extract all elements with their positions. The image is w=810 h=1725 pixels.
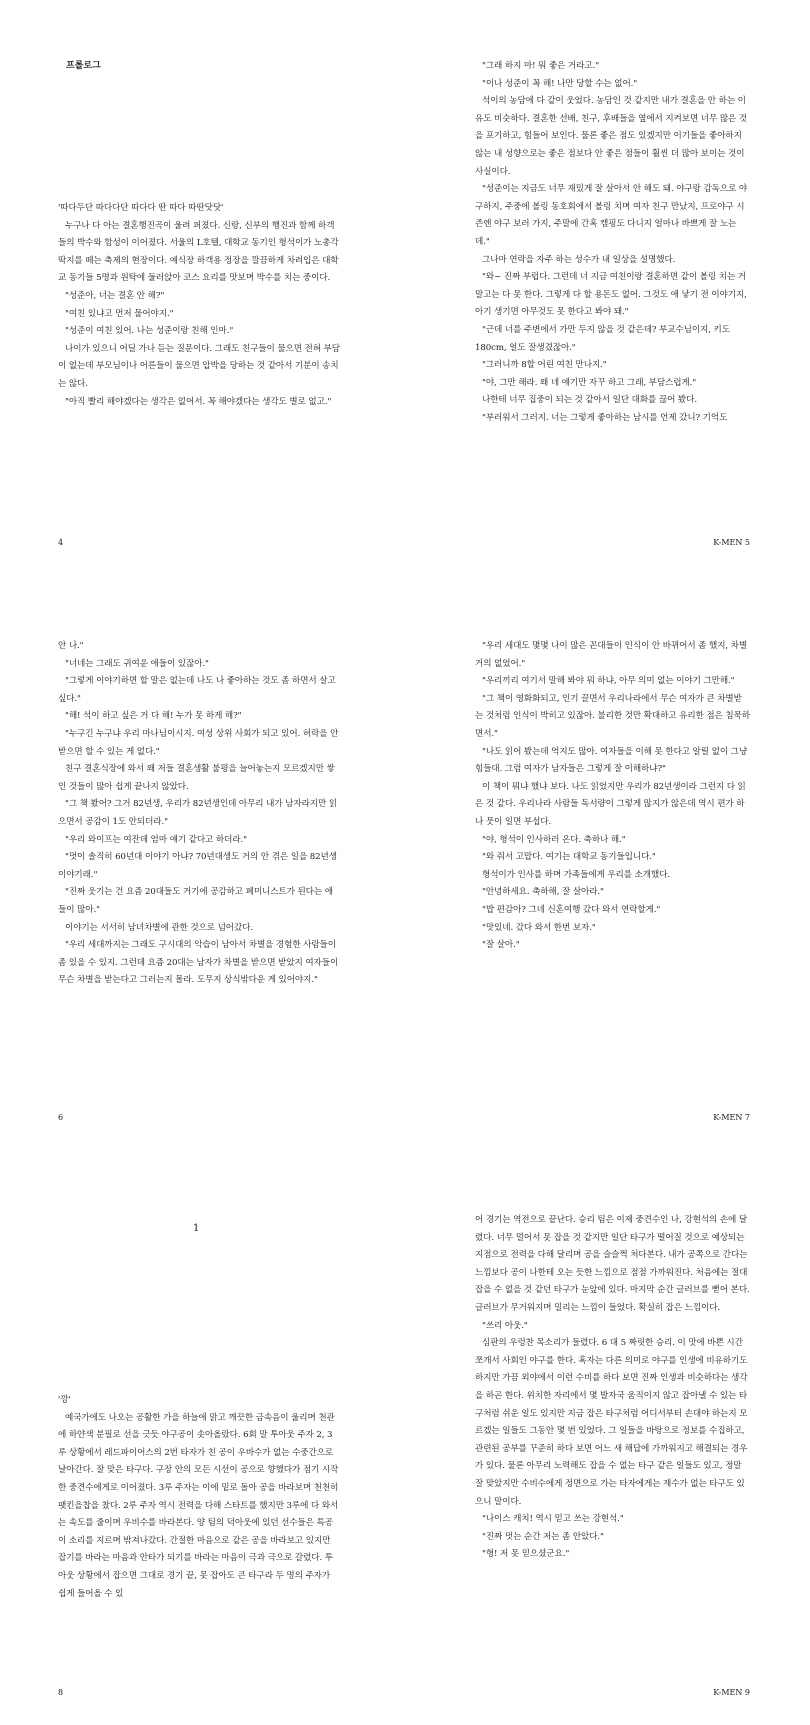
paragraph: 안 나."	[58, 641, 84, 651]
paragraph: "이나 성준이 꼭 해! 나만 당할 수는 없어."	[482, 78, 638, 89]
paragraph: "와~ 진짜 부럽다. 그런데 너 지금 여친이랑 결혼하면 같이 볼링 치는 거 말고는 다 못 한다. 그렇게 다 할 용돈도 없어. 그것도 애 낳기 전 이야기지, 아기 생기면 아무것도 못 한다고 봐야 돼."	[475, 272, 747, 318]
page-number: K-MEN 5	[713, 538, 750, 547]
paragraph: "나도 읽어 봤는데 억지도 많아. 여자들을 이해 못 한다고 알릴 없이 그냥 힘들대. 그럼 여자가 남자들은 그렇게 잘 이해하냐?"	[475, 746, 748, 775]
page-number: 4	[58, 538, 64, 547]
paragraph: "성준이 여친 있어. 나는 성준이랑 친해 인마."	[65, 326, 234, 337]
paragraph: "그 책 봤어? 그거 82년생, 우리가 82년생인데 아무리 내가 남자라지만 읽으면서 공감이 1도 안되더라."	[58, 799, 338, 827]
page-number: 8	[58, 1688, 64, 1697]
spread-1	[0, 0, 810, 575]
paragraph: "근데 너를 주변에서 가만 두지 않을 것 같은데? 부교수님이지, 키도 180cm, 얼도 잘생겼잖아."	[475, 324, 730, 353]
paragraph: "그 책이 영화화되고, 인기 끌면서 우리나라에서 무슨 여자가 큰 차별받는 것처럼 인식이 박히고 있잖아. 불리한 것만 확대하고 유리한 점은 침묵하면서."	[475, 693, 750, 739]
paragraph: "여친 있냐고 먼저 물어야지."	[65, 308, 174, 319]
paragraph: 나이가 있으니 어딜 가나 듣는 질문이다. 그래도 친구들이 물으면 전혀 부담이 없는데 부모님이나 어른들이 물으면 압박을 당하는 것 같아서 기분이 송치는 않다.	[58, 343, 340, 389]
paragraph: '깡'	[58, 1395, 71, 1405]
paragraph: 친구 결혼식장에 와서 왜 저들 결혼생활 불평을 늘어놓는지 모르겠지만 쌓인 것들이 많아 쉽게 끝나지 않았다.	[58, 764, 335, 792]
paragraph: "우리 와이프는 여잔데 엄마 얘기 같다고 하더라."	[65, 834, 247, 845]
page-4	[0, 0, 405, 575]
spread-2	[0, 575, 810, 1150]
paragraph: 이 책이 뭐냐 했냐 보다. 나도 읽었지만 우리가 82년생이라 그런지 다 읽은 것 같다. 우리나라 사람들 독서량이 그렇게 많지가 않은데 역시 편가 하나 뭇이 일면 부섭다.	[475, 781, 746, 827]
paragraph: "누구긴 누구냐 우리 마나님이시지. 여성 상위 사회가 되고 있어. 허락을 안 받으면 할 수 있는 게 없다."	[58, 728, 339, 757]
paragraph: "와 줘서 고맙다. 여기는 대학교 동기들입니다."	[482, 852, 656, 863]
page-5	[405, 0, 810, 575]
page-8	[0, 1150, 405, 1725]
page-number: K-MEN 7	[713, 1113, 750, 1122]
paragraph: "성준이는 지금도 너무 재밌게 잘 살아서 안 해도 돼. 야구랑 감독으로 야구하지, 주중에 볼링 동호회에서 볼링 치며 여자 친구 만났지, 프로야구 시즌엔 야구 보러 가지, 주말에 간혹 캠핑도 다니지 얼마나 바쁘게 잘 노는데."	[475, 184, 748, 247]
paragraph: 이야기는 서서히 남녀차별에 관한 것으로 넘어갔다.	[65, 922, 254, 933]
paragraph: "야, 그만 해라. 왜 네 얘기만 자꾸 하고 그래, 부담스럽게."	[482, 377, 697, 388]
paragraph: "우리 세대까지는 그래도 구시대의 악습이 남아서 차별을 경험한 사람들이 좀 있을 수 있지. 그런데 요즘 20대는 남자가 차별을 받으면 받았지 여자들이 무슨 차별을 받는다고 그러는지 몰라. 도무지 상식밖다운 게 있어야지."	[58, 940, 339, 986]
paragraph: 그나마 연락을 자주 하는 성수가 내 일상을 설명했다.	[482, 254, 676, 265]
paragraph: "우리끼리 여기서 말해 봐야 뭐 하냐, 아무 의미 없는 이야기 그만해."	[482, 676, 735, 687]
paragraph: 나한테 너무 집중이 되는 것 같아서 일단 대화를 끊어 봤다.	[482, 395, 697, 406]
page-number: K-MEN 9	[713, 1688, 750, 1697]
paragraph: "아직 빨리 해야겠다는 생각은 없어서. 꼭 해야겠다는 생각도 별로 없고."	[65, 396, 332, 407]
paragraph: "그래 하지 마! 뭐 좋은 거라고."	[482, 61, 600, 71]
paragraph: "밥 편감아? 그네 신혼여행 갔다 와서 연락할게."	[482, 904, 661, 915]
paragraph: 누구나 다 아는 결혼행진곡이 울려 퍼졌다. 신랑, 신부의 행진과 함께 하객들의 박수와 함성이 이어졌다. 서울의 L호텔, 대학교 동기인 형석이가 노총각 딱지를 떼는 축제의 현장이다. 예식장 하객용 정장을 깔끔하게 차려입은 대학교 동기들 5명과 원탁에 둘러앉아 코스 요리를 맛보며 박수를 치는 중이다.	[58, 220, 339, 284]
paragraph: "진짜 웃기는 건 요즘 20대들도 거기에 공감하고 페미니스트가 된다는 애들이 많아."	[58, 887, 333, 915]
page-5-body	[475, 58, 750, 427]
paragraph: 형석이가 인사를 하며 가족들에게 우리를 소개했다.	[482, 869, 671, 880]
paragraph: "맛있네. 갔다 와서 한번 보자."	[482, 922, 596, 933]
paragraph: "진짜 멋는 순간 저는 좀 안았다."	[482, 1531, 604, 1542]
paragraph: "멋이 솔직히 60년대 이야기 아냐? 70년대생도 거의 안 겪은 일을 82년생 이야기래."	[58, 852, 337, 880]
paragraph: 심판의 우렁찬 목소리가 들렸다. 6 대 5 짜릿한 승리. 이 맛에 바쁜 시간 쪼개서 사회인 야구를 한다. 혹자는 다른 의미로 야구를 인생에 비유하기도 하지만 가끔 외야에서 이런 수비를 하다 보면 진짜 인생과 비슷하다는 생각을 하곤 한다. 위치한 자리에서 몇 발자국 움직이지 않고 잡아낼 수 있는 타구처럼 쉬운 일도 있지만 지금 잡은 타구처럼 어디서부터 손대야 하는지 모르겠는 일들도 그동안 몇 번 있었다. 그 일들을 바탕으로 정보를 수집하고, 관련된 공부를 꾸준히 하다 보면 어느 새 해답에 가까워지고 해결되는 경우가 있다. 물론 아무리 노력해도 잡을 수 없는 타구 같은 일들도 있고, 정말 잘 맞았지만 수비수에게 정면으로 가는 타자에게는 재수가 없는 타구도 있으니 말이다.	[475, 1338, 748, 1507]
page-9	[405, 1150, 810, 1725]
paragraph: 어 경기는 역전으로 끝난다. 승리 팀은 이제 중견수인 나, 강현석의 손에 달렸다. 너무 멀어서 못 잡을 것 같지만 일단 타구가 떨어질 것으로 예상되는 지점으로 전력을 다해 달리며 공을 슬슬쩍 처다본다. 내가 공쪽으로 간다는 느낌보다 공이 나한테 오는 듯한 느낌으로 점점 가까워진다. 처음에는 절대 잡을 수 없을 것 같던 타구가 눈앞에 있다. 마지막 순간 글러브를 뻗어 본다. 글러브가 무거워지며 밀리는 느낌이 들었다. 확실히 잡은 느낌이다.	[475, 1215, 750, 1313]
paragraph: "형! 저 못 믿으셨군요."	[482, 1549, 570, 1560]
paragraph: "잘 살아."	[482, 940, 520, 951]
paragraph: "그렇게 이야기하면 할 말은 없는데 나도 나 좋아하는 것도 좀 하면서 살고 싶다."	[58, 676, 336, 704]
page-7	[405, 575, 810, 1150]
paragraph: 예국가에도 나오는 공활한 가을 하늘에 맑고 깨끗한 금속음이 울리며 천관에 하얀색 분필로 선을 긋듯 야구공이 솟아올랐다. 6회 말 투아웃 주자 2, 3루 상황에서 레드파이어스의 2번 타자가 친 공이 우바수가 없는 수중간으로 날아간다. 잘 맞은 타구다. 구장 안의 모든 시선이 공으로 향했다가 점기 시작한 중견수에게로 이어졌다. 3루 주자는 이에 밑로 돌아 공을 바라보며 천천히 팻킨을찹을 찼다. 2루 주자 역시 전력을 다해 스타트를 했지만 3루에 다 와서는 속도를 줄이며 우비수를 바라본다. 양 팀의 덕아웃에 있던 선수들은 특공이 소리를 지르며 밖져나갔다. 간절한 마음으로 같은 공을 바라보고 있지만 잡기를 바라는 마음과 안타가 되기를 바라는 마음이 극과 극으로 갈렸다. 투아웃 상황에서 잡으면 그대로 경기 끝, 못 잡아도 큰 타구라 두 명의 주자가 쉽게 들어올 수 있	[58, 1412, 339, 1599]
page-8-body	[58, 1392, 340, 1603]
page-number: 6	[58, 1113, 64, 1122]
page-9-body	[475, 1212, 750, 1564]
paragraph: "그러니까 8할 어린 여친 만나지."	[482, 360, 607, 371]
paragraph: 석이의 농담에 다 같이 웃었다. 농담인 것 같지만 내가 결혼을 안 하는 이유도 비슷하다. 결혼한 선배, 친구, 후배들을 옆에서 지켜보면 너무 많은 것을 포기하고, 힘들어 보인다. 물론 좋은 점도 있겠지만 이기들을 좋아하지 않는 내 성향으로는 좋은 점보다 안 좋은 점들이 훨씬 더 많아 보이는 것이 사실이다.	[475, 96, 748, 177]
page-7-body	[475, 638, 750, 955]
paragraph: "부러워서 그러지. 너는 그렇게 좋아하는 남시를 언제 갔니? 기억도	[482, 412, 728, 423]
page-title: 프롤로그	[66, 61, 101, 71]
paragraph: "안녕하세요. 축하해, 잘 살아라."	[482, 887, 604, 898]
paragraph: "쓰리 아웃."	[482, 1320, 528, 1331]
page-4-body	[58, 200, 340, 411]
paragraph: "성준아, 너는 결혼 안 해?"	[65, 290, 165, 301]
paragraph: "우리 세대도 몇몇 나이 많은 꼰대들이 인식이 안 바뀌어서 좀 했지, 차별 거의 없었어."	[475, 641, 748, 669]
paragraph: "나이스 캐치! 역시 믿고 쓰는 강현석."	[482, 1514, 624, 1525]
paragraph: "야, 형석이 인사하러 온다. 축하나 해."	[482, 834, 626, 845]
paragraph: "해! 석이 하고 싶은 거 다 해! 누가 못 하게 해?"	[65, 711, 242, 722]
page-6	[0, 575, 405, 1150]
page-6-body	[58, 638, 340, 990]
spread-3	[0, 1150, 810, 1725]
chapter-number: 1	[193, 1223, 200, 1234]
paragraph: '따다두단 따다다단 따다다 딴 따다 따딴닷닷'	[58, 203, 224, 213]
paragraph: "너네는 그래도 귀여운 애들이 있잖아."	[65, 658, 209, 669]
